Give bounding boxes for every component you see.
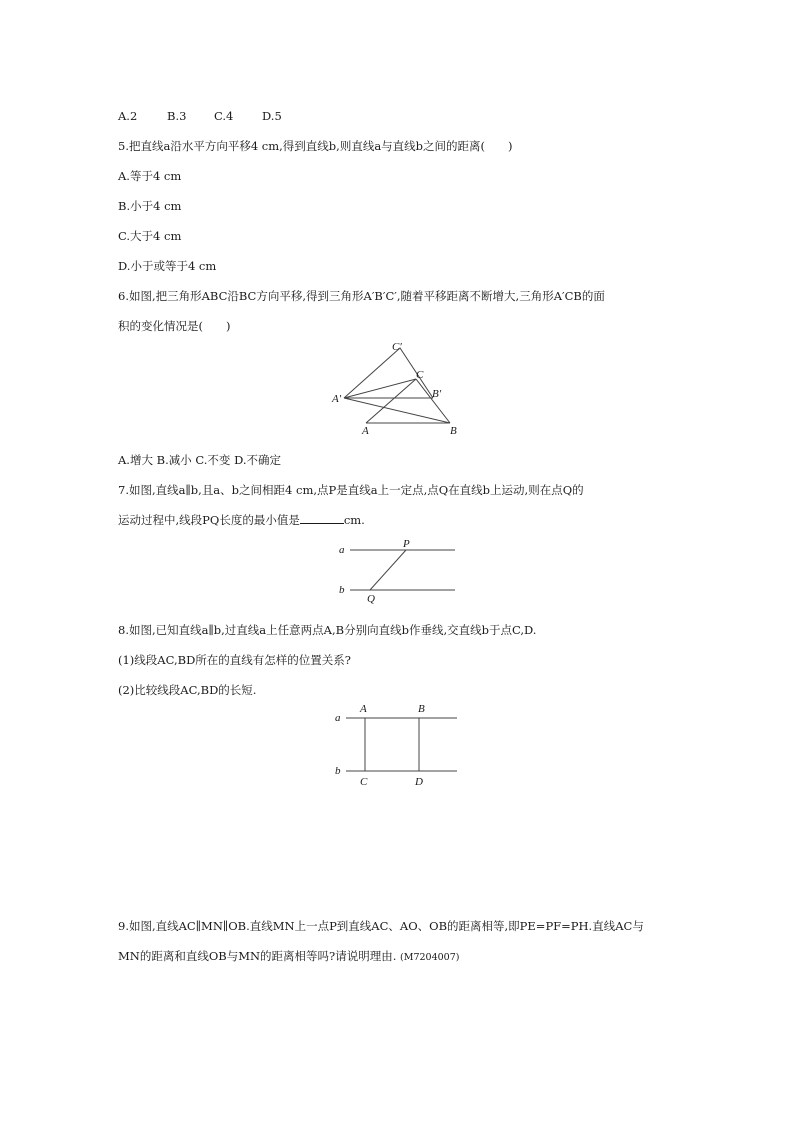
q5-option-d: D.小于或等于4 cm: [118, 259, 217, 273]
q6-options: A.增大 B.减小 C.不变 D.不确定: [118, 453, 282, 467]
q4-option-d: D.5: [262, 109, 282, 123]
q5-option-a: A.等于4 cm: [118, 169, 182, 183]
q7-answer-blank[interactable]: [300, 512, 344, 524]
q6-label-c-prime: C′: [392, 341, 402, 353]
q6-stem-line2: 积的变化情况是( ): [118, 319, 231, 333]
q6-label-a: A: [362, 425, 369, 437]
q7-stem-before-blank: 运动过程中,线段PQ长度的最小值是: [118, 513, 300, 527]
q5-option-c: C.大于4 cm: [118, 229, 182, 243]
q7-label-a: a: [339, 544, 345, 556]
q8-label-point-b: B: [418, 703, 425, 715]
q6-label-a-prime: A′: [332, 393, 342, 405]
q9-stem-line2-text: MN的距离和直线OB与MN的距离相等吗?请说明理由.: [118, 949, 397, 963]
q6-label-b-prime: B′: [432, 388, 442, 400]
q7-label-b: b: [339, 584, 345, 596]
q7-stem-line2: [118, 512, 365, 528]
q6-figure: [330, 336, 470, 440]
q8-label-b-line: b: [335, 765, 341, 777]
q7-stem-after-blank: cm.: [343, 513, 365, 527]
q6-label-c: C: [416, 369, 424, 381]
q8-label-point-d: D: [415, 776, 423, 788]
q7-segment-pq: [370, 550, 406, 590]
q7-stem-line1: 7.如图,直线a∥b,且a、b之间相距4 cm,点P是直线a上一定点,点Q在直线b上运动,则在点Q的: [118, 483, 584, 497]
q9-question-code: (M7204007): [400, 952, 460, 963]
q8-label-a-line: a: [335, 712, 341, 724]
q8-sub-question-2: (2)比较线段AC,BD的长短.: [118, 683, 257, 697]
q5-stem: 5.把直线a沿水平方向平移4 cm,得到直线b,则直线a与直线b之间的距离( ): [118, 139, 513, 153]
q8-sub-question-1: (1)线段AC,BD所在的直线有怎样的位置关系?: [118, 653, 351, 667]
q8-figure: [330, 698, 462, 790]
q6-stem-line1: 6.如图,把三角形ABC沿BC方向平移,得到三角形A′B′C′,随着平移距离不断增大,三角形A′CB的面: [118, 289, 605, 303]
q4-option-a: A.2: [118, 109, 138, 123]
q4-option-c: C.4: [214, 109, 234, 123]
q9-stem-line1: 9.如图,直线AC∥MN∥OB.直线MN上一点P到直线AC、AO、OB的距离相等,即PE=PF=PH.直线AC与: [118, 919, 644, 933]
q8-stem: 8.如图,已知直线a∥b,过直线a上任意两点A,B分别向直线b作垂线,交直线b于点C,D.: [118, 623, 537, 637]
q6-label-b: B: [450, 425, 457, 437]
q4-option-b: B.3: [167, 109, 187, 123]
q4-options: [118, 108, 282, 124]
q7-label-q: Q: [367, 593, 375, 604]
q7-figure: [334, 538, 460, 604]
q8-label-point-a: A: [360, 703, 367, 715]
q7-label-p: P: [403, 538, 410, 550]
q5-option-b: B.小于4 cm: [118, 199, 182, 213]
q8-label-point-c: C: [360, 776, 368, 788]
q9-stem-line2: [118, 948, 459, 966]
